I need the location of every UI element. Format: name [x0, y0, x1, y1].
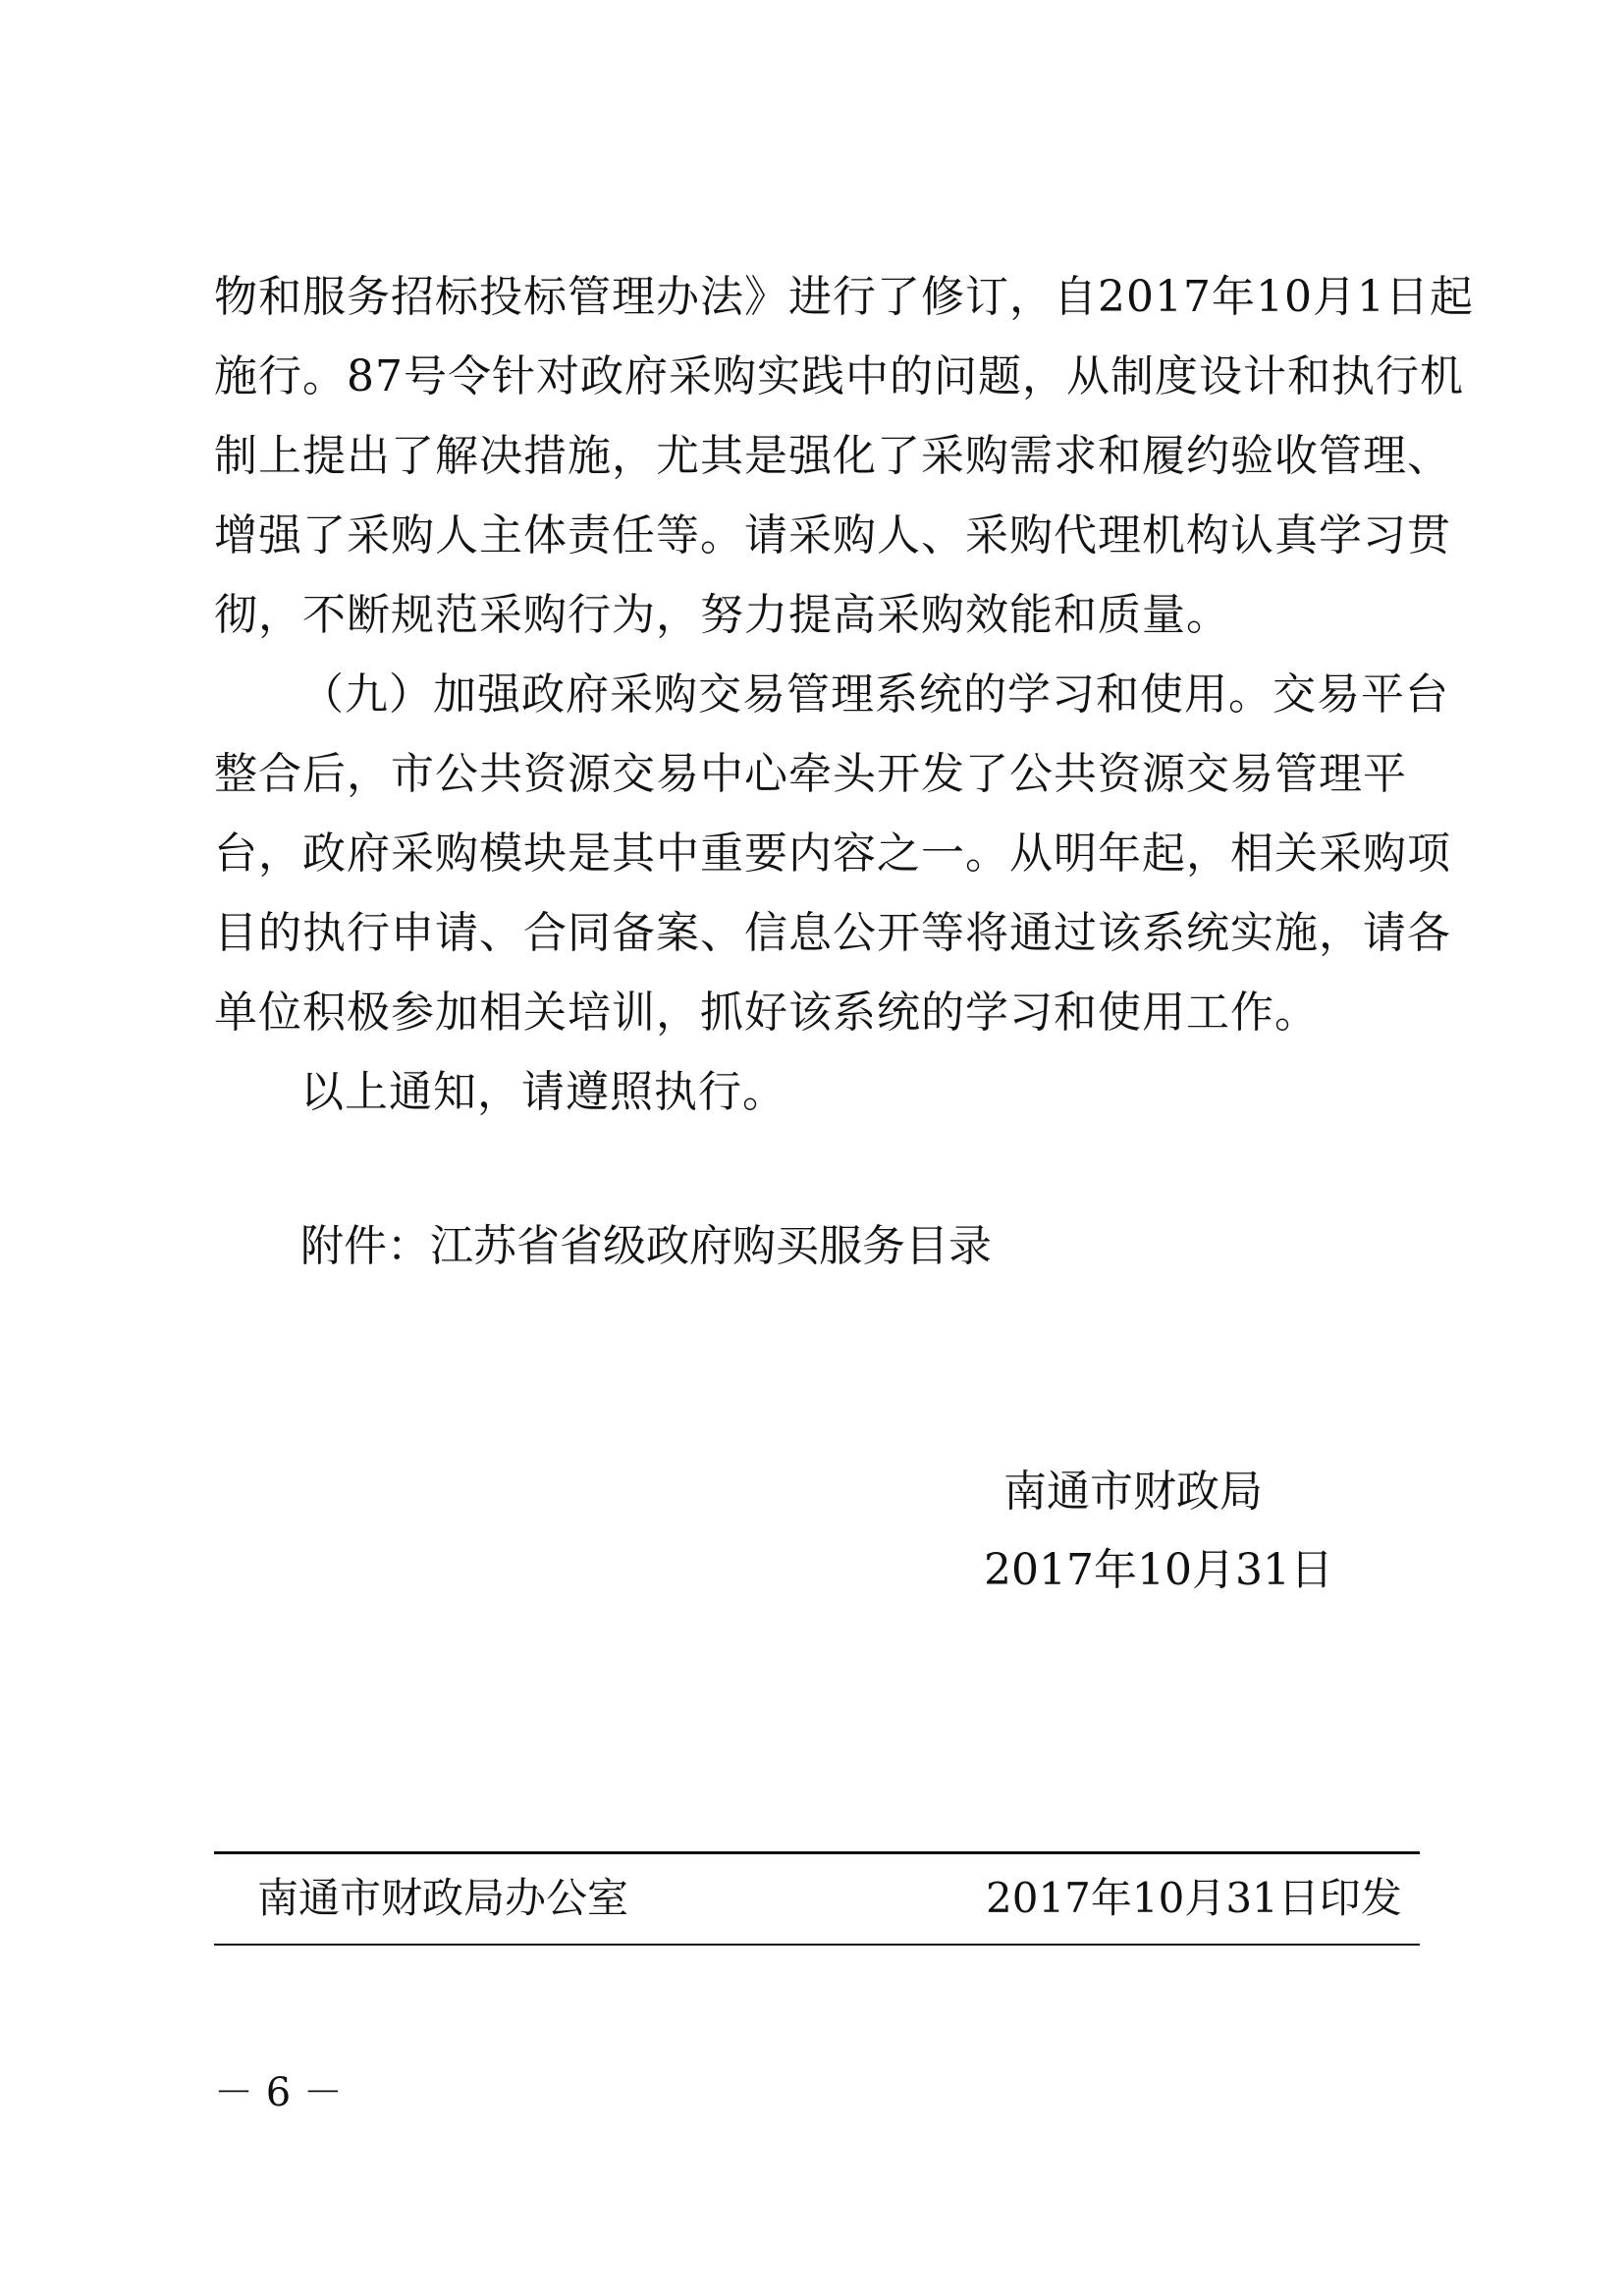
paragraph-line: 彻，不断规范采购行为，努力提高采购效能和质量。: [214, 590, 1230, 640]
paragraph-line: 增强了采购人主体责任等。请采购人、采购代理机构认真学习贯: [214, 510, 1451, 561]
body-text: [214, 257, 1474, 1132]
paragraph-line: 目的执行申请、合同备案、信息公开等将通过该系统实施，请各: [214, 908, 1451, 958]
imprint-office: 南通市财政局办公室: [257, 1874, 629, 1922]
closing-line: 以上通知，请遵照执行。: [300, 1067, 786, 1117]
paragraph-line: 物和服务招标投标管理办法》进行了修订，自2017年10月1日起: [214, 272, 1474, 322]
page-number: － 6 －: [214, 2070, 343, 2115]
signature-date: 2017年10月31日: [984, 1545, 1333, 1595]
paragraph-line: 施行。87号令针对政府采购实践中的问题，从制度设计和执行机: [214, 351, 1464, 401]
attachment-note: 附件：江苏省省级政府购买服务目录: [300, 1221, 992, 1271]
paragraph-line: 单位积极参加相关培训，抓好该系统的学习和使用工作。: [214, 988, 1319, 1038]
imprint-date: 2017年10月31日印发: [986, 1874, 1402, 1922]
paragraph-line: 整合后，市公共资源交易中心牵头开发了公共资源交易管理平: [214, 749, 1407, 799]
imprint-bottom-rule: [214, 1944, 1420, 1946]
paragraph-line: （九）加强政府采购交易管理系统的学习和使用。交易平台: [300, 669, 1449, 720]
paragraph-line: 制上提出了解决措施，尤其是强化了采购需求和履约验收管理、: [214, 431, 1451, 481]
imprint-top-rule: [214, 1851, 1420, 1854]
signature-organization: 南通市财政局: [1003, 1467, 1263, 1517]
paragraph-line: 台，政府采购模块是其中重要内容之一。从明年起，相关采购项: [214, 828, 1451, 879]
